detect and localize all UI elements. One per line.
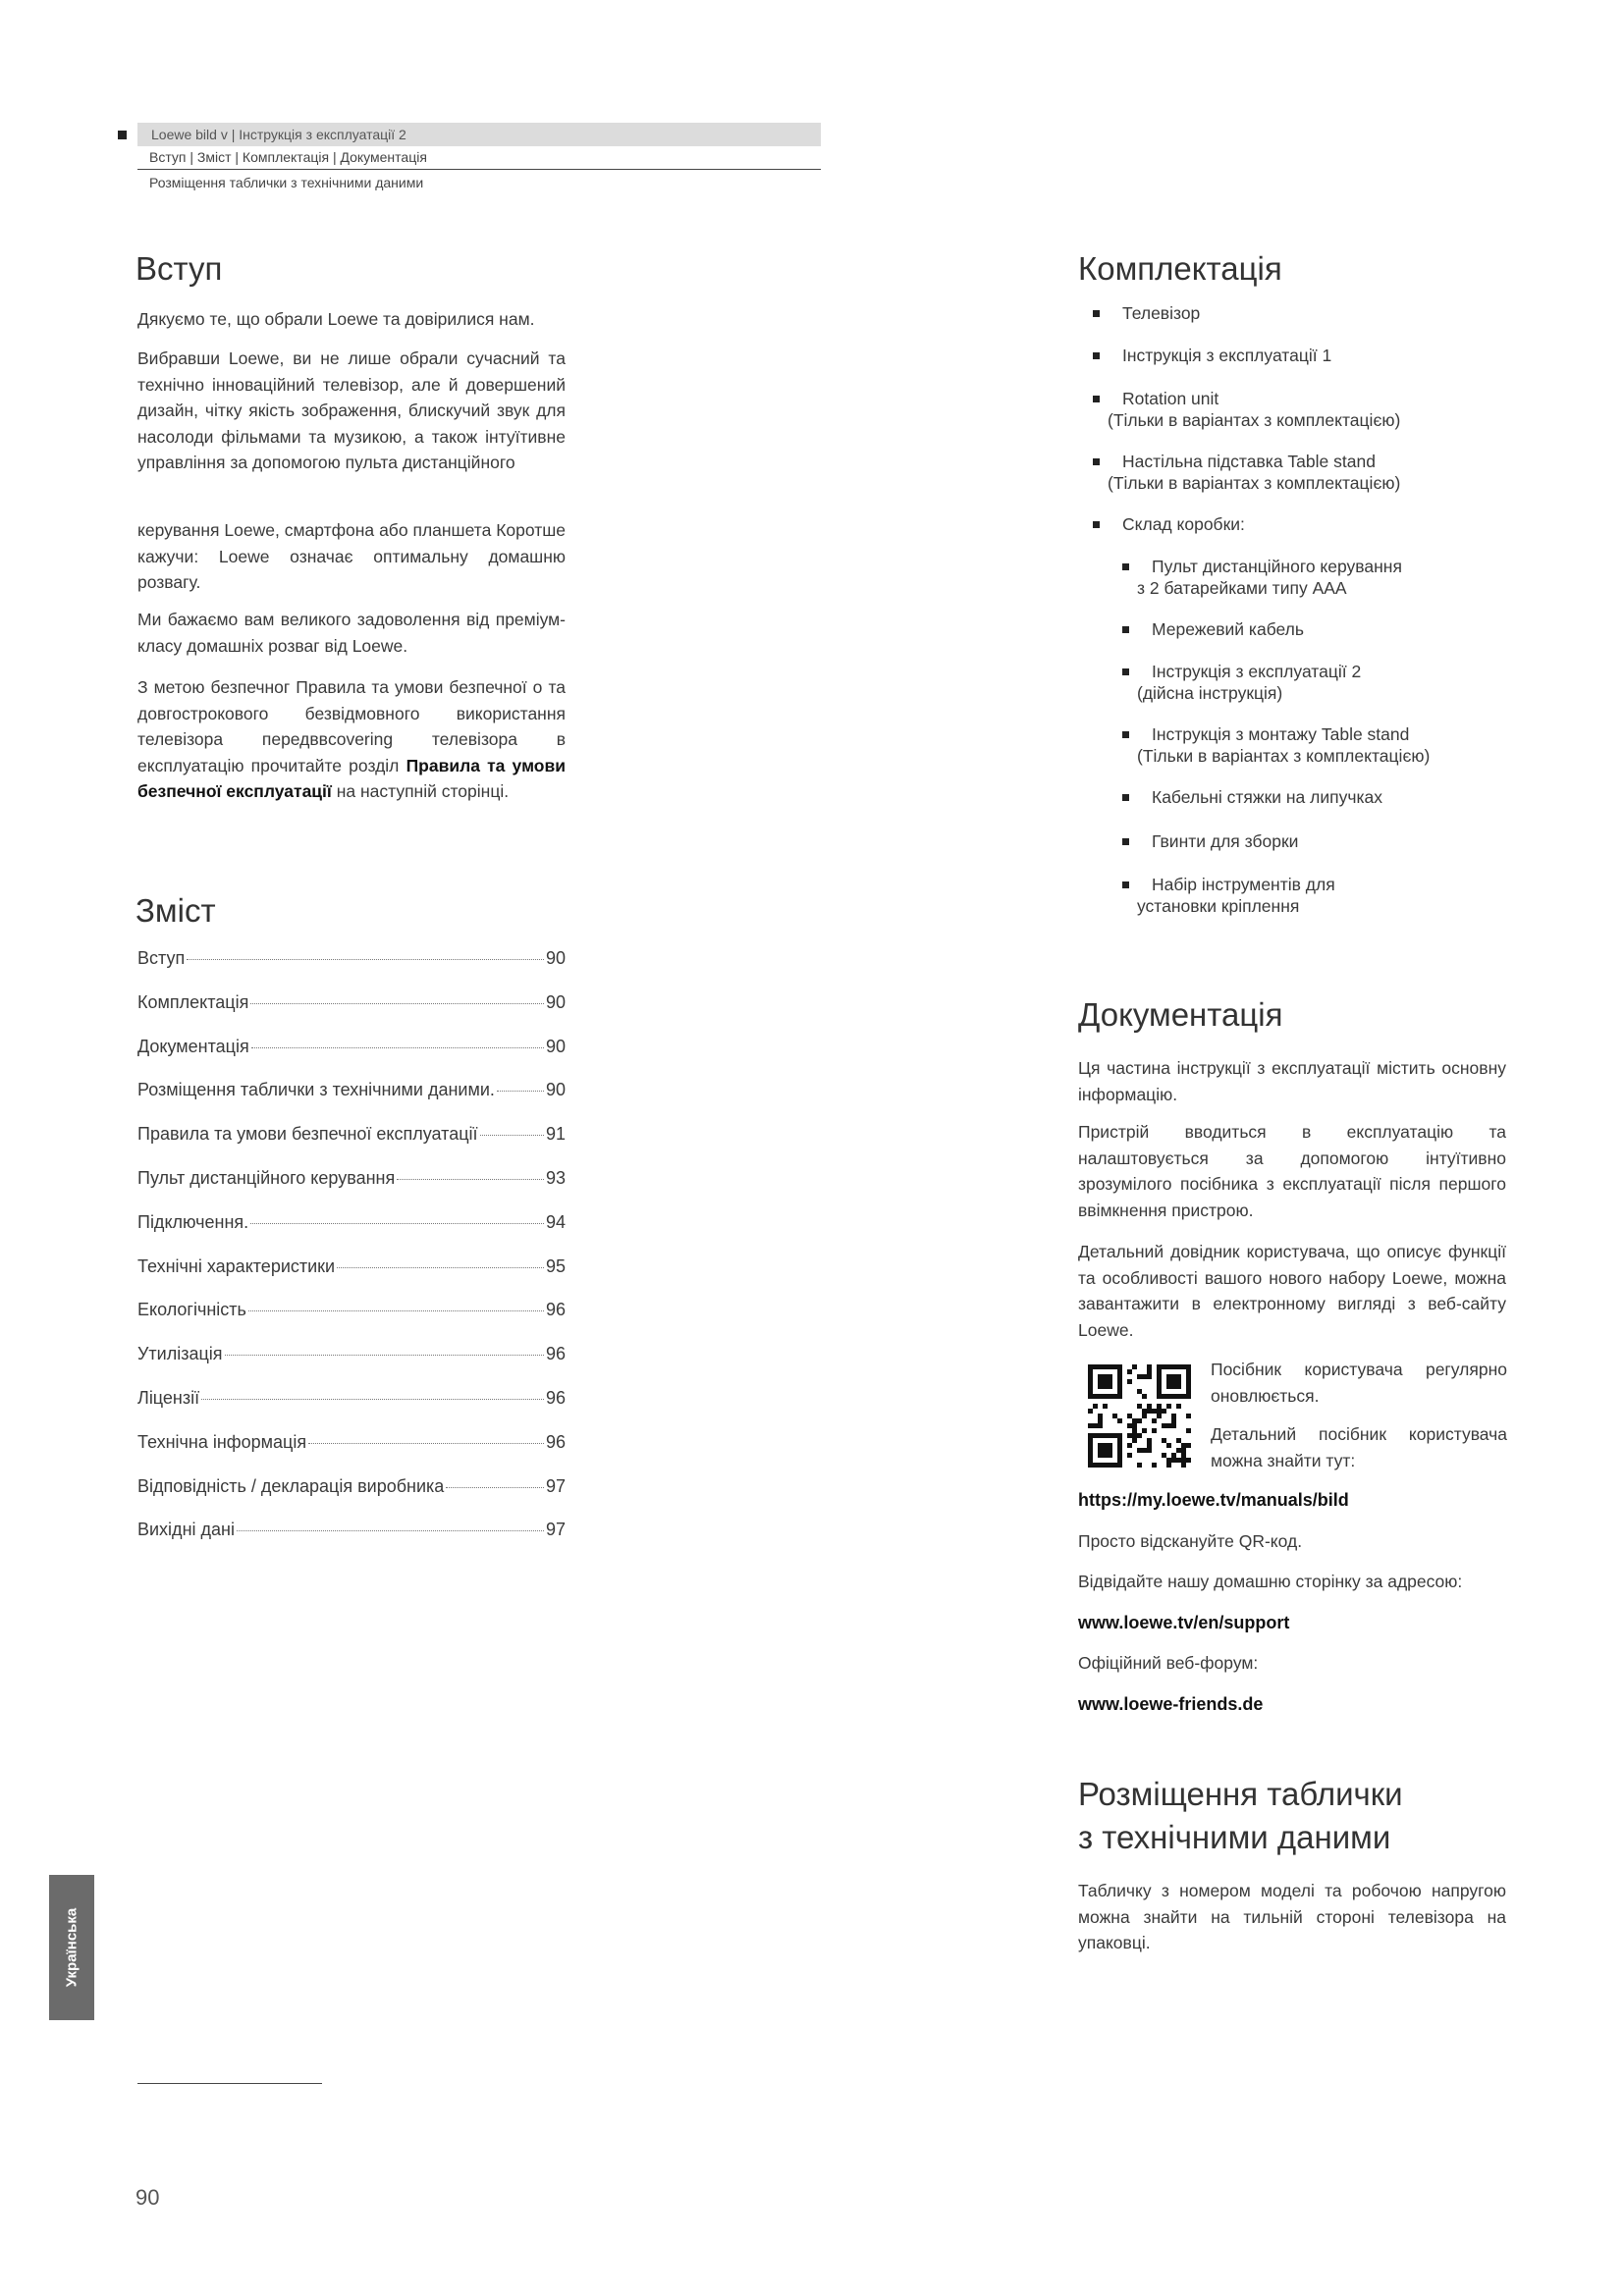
bullet-icon [1093, 352, 1100, 359]
package-item-text: Набір інструментів для [1152, 875, 1335, 894]
toc-item-page: 90 [545, 1036, 566, 1056]
toc-leader [480, 1135, 544, 1136]
toc-item-page: 96 [545, 1388, 566, 1408]
toc-leader [225, 1355, 544, 1356]
toc-item-page: 91 [545, 1124, 566, 1145]
package-item-note: (дійсна інструкція) [1137, 683, 1283, 703]
header-marker [118, 131, 127, 139]
plate-title-line-2: з технічними даними [1078, 1819, 1391, 1855]
toc-item[interactable] [137, 1256, 566, 1282]
package-item-text: Мережевий кабель [1152, 619, 1305, 639]
toc-item[interactable] [137, 1080, 566, 1105]
header-breadcrumb-sub: Розміщення таблички з технічними даними [149, 175, 424, 190]
plate-paragraph: Табличку з номером моделі та робочою напругою можна знайти на тильній стороні телевізора на упаковці. [1078, 1881, 1506, 1952]
package-item-note: з 2 батарейками типу AAA [1137, 578, 1347, 598]
docs-paragraph-2: Пристрій вводиться в експлуатацію та налаштовується за допомогою інтуїтивно зрозумілого посібника з експлуатації після першого ввімкнення пристрою. [1078, 1122, 1506, 1220]
package-item-text: Телевізор [1122, 303, 1201, 323]
toc-item[interactable] [137, 1168, 566, 1194]
intro-paragraph-4: Ми бажаємо вам великого задоволення від преміум-класу домашніх розваг від Loewe. [137, 610, 566, 656]
intro-paragraph-2: Вибравши Loewe, ви не лише обрали сучасний та технічно інноваційний телевізор, але й довершений дизайн, чітку якість зображення, блискучий звук для насолоди фільмами та музикою, а також інтуїтивне управління за допомогою пульта дистанційного [137, 348, 566, 472]
toc-item[interactable] [137, 1037, 566, 1062]
intro-p5-tail: на наступній сторінці. [331, 781, 510, 801]
toc-leader [446, 1487, 544, 1488]
header-title-bar: Loewe bild v | Інструкція з експлуатації 2 [137, 123, 821, 146]
toc-leader [248, 1310, 544, 1311]
forum-hint: Офіційний веб-форум: [1078, 1653, 1259, 1673]
package-item-text: Кабельні стяжки на липучках [1152, 787, 1383, 807]
toc-item-page: 96 [545, 1300, 566, 1320]
toc-item-label: Утилізація [137, 1344, 223, 1364]
docs-paragraph-3: Детальний довідник користувача, що описує функції та особливості вашого нового набору Loewe, можна завантажити в електронному вигляді з веб-сайту Loewe. [1078, 1242, 1506, 1340]
toc-leader [251, 1047, 544, 1048]
toc-leader [497, 1091, 544, 1092]
toc-leader [201, 1399, 544, 1400]
header-divider [137, 169, 821, 170]
toc-item-page: 95 [545, 1255, 566, 1276]
toc-item-page: 93 [545, 1168, 566, 1188]
bullet-icon [1122, 838, 1129, 845]
toc-item[interactable] [137, 1212, 566, 1238]
toc-item-page: 90 [545, 991, 566, 1012]
toc-leader [187, 959, 544, 960]
toc-item[interactable] [137, 1344, 566, 1369]
scan-hint: Просто відскануйте QR-код. [1078, 1531, 1303, 1551]
bullet-icon [1122, 881, 1129, 888]
toc-item-page: 97 [545, 1475, 566, 1496]
toc-item[interactable] [137, 1124, 566, 1149]
intro-paragraph-1: Дякуємо те, що обрали Loewe та довірилися нам. [137, 309, 535, 329]
toc-item-page: 97 [545, 1520, 566, 1540]
toc-item[interactable] [137, 1476, 566, 1502]
forum-link[interactable]: www.loewe-friends.de [1078, 1694, 1264, 1714]
package-item-text: Склад коробки: [1122, 514, 1245, 534]
package-item-text: Настільна підставка Table stand [1122, 452, 1376, 471]
toc-item-label: Пульт дистанційного керування [137, 1168, 396, 1188]
toc-item[interactable] [137, 992, 566, 1018]
toc-item[interactable] [137, 1388, 566, 1414]
bullet-icon [1093, 396, 1100, 402]
toc-leader [250, 1223, 544, 1224]
visit-hint: Відвідайте нашу домашню сторінку за адресою: [1078, 1572, 1463, 1591]
bullet-icon [1093, 310, 1100, 317]
toc-leader [237, 1530, 544, 1531]
intro-title: Вступ [135, 250, 223, 287]
toc-item-label: Підключення. [137, 1211, 249, 1232]
toc-item-page: 90 [545, 948, 566, 968]
toc-item-label: Екологічність [137, 1300, 246, 1320]
toc-item-label: Документація [137, 1036, 249, 1056]
toc-leader [337, 1267, 544, 1268]
toc-item-page: 96 [545, 1344, 566, 1364]
page-number: 90 [135, 2185, 160, 2210]
toc-item-page: 90 [545, 1080, 566, 1100]
qr-code-icon [1088, 1364, 1191, 1468]
toc-title: Зміст [135, 892, 216, 929]
language-tab [49, 1875, 94, 2020]
docs-title: Документація [1078, 996, 1283, 1033]
toc-item-label: Комплектація [137, 991, 249, 1012]
toc-item-page: 96 [545, 1431, 566, 1452]
header-breadcrumb: Вступ | Зміст | Комплектація | Документація [149, 149, 427, 165]
toc-item-label: Вступ [137, 948, 186, 968]
toc-item-label: Технічні характеристики [137, 1255, 336, 1276]
package-item-note: (Тільки в варіантах з комплектацією) [1108, 473, 1401, 493]
language-tab-label: Українська [63, 1907, 81, 1988]
bullet-icon [1122, 794, 1129, 801]
bullet-icon [1122, 668, 1129, 675]
package-item-text: Гвинти для зборки [1152, 831, 1299, 851]
package-item-note: (Тільки в варіантах з комплектацією) [1108, 410, 1401, 430]
toc-item[interactable] [137, 1432, 566, 1458]
intro-p5-text: З метою безпечног Правила та умови безпечної о та довгострокового безвідмовного використання телевізора передввcovering телевізора в експлуатацію прочитайте розділ [137, 677, 566, 775]
bullet-icon [1122, 563, 1129, 570]
toc-item-label: Вихідні дані [137, 1520, 235, 1540]
package-title: Комплектація [1078, 250, 1282, 287]
intro-paragraph-5 [137, 674, 566, 805]
support-link[interactable]: www.loewe.tv/en/support [1078, 1613, 1290, 1632]
bullet-icon [1122, 626, 1129, 633]
package-item-text: Інструкція з експлуатації 2 [1152, 662, 1362, 681]
toc-leader [308, 1443, 544, 1444]
toc-item-label: Розміщення таблички з технічними даними. [137, 1080, 495, 1100]
package-item-text: Інструкція з монтажу Table stand [1152, 724, 1410, 744]
toc-item-label: Ліцензії [137, 1388, 200, 1408]
toc-item-label: Відповідність / декларація виробника [137, 1475, 445, 1496]
toc-item-label: Правила та умови безпечної експлуатації [137, 1124, 478, 1145]
safety-reference: Правила та умови безпечної експлуатації [137, 755, 566, 801]
package-item-text: Пульт дистанційного керування [1152, 557, 1402, 576]
package-item-text: Інструкція з експлуатації 1 [1122, 346, 1332, 365]
plate-title-line-1: Розміщення таблички [1078, 1776, 1403, 1812]
package-item-text: Rotation unit [1122, 389, 1219, 408]
intro-paragraph-3: керування Loewe, смартфона або планшета Коротше кажучи: Loewe означає оптимальну домашню розвагу. [137, 520, 566, 592]
toc-item-page: 94 [545, 1211, 566, 1232]
bullet-icon [1093, 521, 1100, 528]
toc-item-label: Технічна інформація [137, 1431, 307, 1452]
toc-leader [250, 1003, 544, 1004]
docs-paragraph-1: Ця частина інструкції з експлуатації містить основну інформацію. [1078, 1058, 1506, 1104]
manual-link[interactable]: https://my.loewe.tv/manuals/bild [1078, 1490, 1349, 1510]
qr-caption-2: Детальний посібник користувача можна знайти тут: [1211, 1424, 1507, 1470]
package-item-note: установки кріплення [1137, 896, 1300, 916]
toc-leader [397, 1179, 544, 1180]
toc-item[interactable] [137, 1300, 566, 1325]
qr-caption-1: Посібник користувача регулярно оновлюється. [1211, 1360, 1507, 1406]
toc-item[interactable] [137, 948, 566, 974]
footnote-divider [137, 2083, 322, 2084]
toc-item[interactable] [137, 1520, 566, 1545]
bullet-icon [1122, 731, 1129, 738]
bullet-icon [1093, 458, 1100, 465]
package-item-note: (Тільки в варіантах з комплектацією) [1137, 746, 1431, 766]
